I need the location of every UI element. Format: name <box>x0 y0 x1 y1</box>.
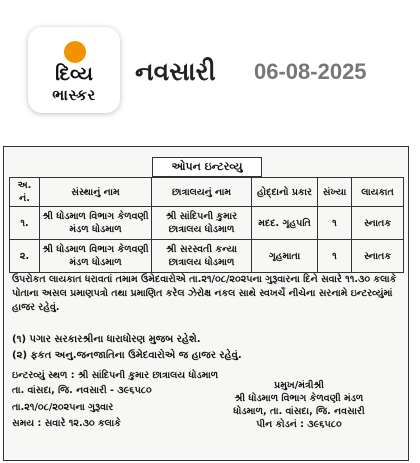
edition-date: 06-08-2025 <box>254 59 367 84</box>
interview-time: સમય : સવારે ૧૨.૩૦ કલાકે <box>12 418 121 429</box>
signatory-block <box>204 379 394 431</box>
instructions-paragraph <box>12 273 402 315</box>
institution-name: શ્રી ધોડમાળ વિભાગ કેળવણી મંડળ ધોડમાળ <box>40 240 152 273</box>
institution-name: શ્રી ધોડમાળ વિભાગ કેળવણી મંડળ ધોડમાળ <box>40 207 152 240</box>
signatory-pincode: પીન કોડનં : ૩૯૬૫૮૦ <box>256 419 342 430</box>
column-header: લાયકાત <box>352 178 404 207</box>
column-header: અ. નં. <box>10 178 40 207</box>
post-type: મદદ. ગૃહપતિ <box>252 207 318 240</box>
sun-icon <box>64 41 86 63</box>
venue-line: ઇન્ટરવ્યું સ્થળ : શ્રી સાંદિપની કુમાર છાત્રાલય ધોડમાળ <box>12 370 219 381</box>
signatory-address: ધોડમાળ, તા. વાંસદા, જિ. નવસારી <box>233 406 365 417</box>
open-interview-banner: ઓપન ઇન્ટરવ્યુ <box>152 157 262 177</box>
column-header: સંસ્થાનું નામ <box>40 178 152 207</box>
hostel-name: શ્રી સાંદિપની કુમાર છાત્રાલય ધોડમાળ <box>152 207 252 240</box>
table-header-row <box>10 178 404 207</box>
column-header: હોદ્દાનો પ્રકાર <box>252 178 318 207</box>
advertisement-clipping <box>3 146 409 461</box>
interview-date: તા.૨૧/૦૮/૨૦૨૫ના ગુરૂવાર <box>12 402 114 413</box>
post-count: ૧ <box>318 240 352 273</box>
venue-address: તા. વાંસદા, જિ. નવસારી - ૩૯૬૫૮૦ <box>12 385 152 396</box>
instructions-text: ઉપરોકત લાયકાત ધરાવતાં તમામ ઉમેદવારોએ તા.૨૧/૦૮/૨૦૨૫ના ગુરૂવારના દિને સવારે ૧૧.૩૦ કલાકે પોતાના અસલ પ્રમાણપત્રો તથા પ્રમાણિત કરેલ ઝેરોક્ષ નકલ સાથે સ્વખર્ચે નીચેના સરનામે ઇન્ટરવ્યુંમાં હાજર રહેવું. <box>12 274 397 313</box>
qualification: સ્નાતક <box>352 207 404 240</box>
column-header: છાત્રાલયનું નામ <box>152 178 252 207</box>
table-row <box>10 240 404 273</box>
signatory-title: પ્રમુખ/મંત્રીશ્રી <box>274 380 324 391</box>
condition-1: (૧) પગાર સરકારશ્રીના ધારાધોરણ મુજબ રહેશે. <box>12 334 201 345</box>
condition-2: (૨) ફકત અનુ.જનજાતિના ઉમેદવારોએ જ હાજર રહેવું. <box>12 350 242 361</box>
column-header: સંખ્યા <box>318 178 352 207</box>
row-number: ૨. <box>10 240 40 273</box>
hostel-name: શ્રી સરસ્વતી કન્યા છાત્રાલય ધોડમાળ <box>152 240 252 273</box>
signatory-org: શ્રી ધોડમાળ વિભાગ કેળવણી મંડળ <box>234 393 364 404</box>
post-count: ૧ <box>318 207 352 240</box>
qualification: સ્નાતક <box>352 240 404 273</box>
logo-text-line2: ભાસ્કર <box>52 86 96 104</box>
row-number: ૧. <box>10 207 40 240</box>
divya-bhaskar-logo[interactable] <box>28 27 120 113</box>
news-header <box>0 0 420 140</box>
post-type: ગૃહમાતા <box>252 240 318 273</box>
vacancy-table <box>9 177 404 273</box>
table-row <box>10 207 404 240</box>
logo-text-line1: દિવ્ય <box>55 63 93 85</box>
edition-city: નવસારી <box>135 57 216 86</box>
